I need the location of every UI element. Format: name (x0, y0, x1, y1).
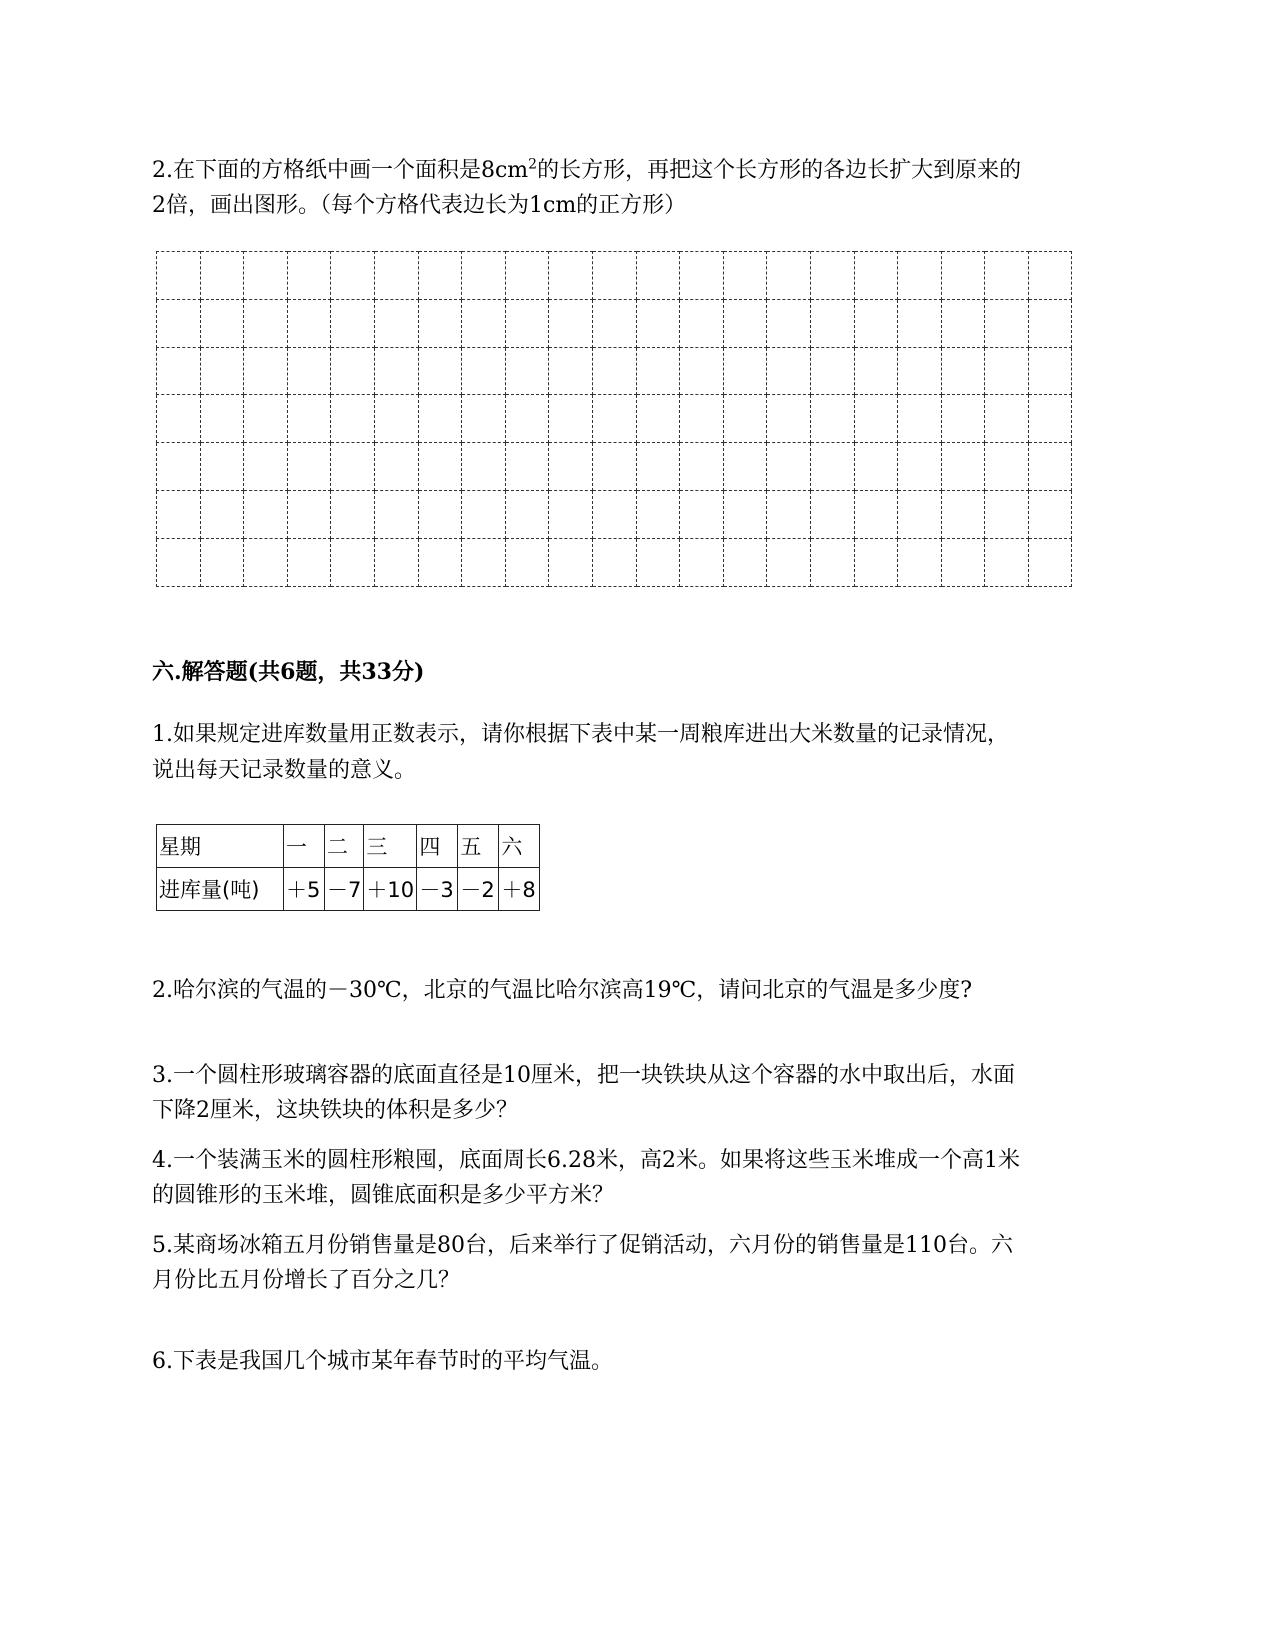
grid-cell (462, 395, 506, 443)
grid-cell (462, 443, 506, 491)
grid-cell (549, 299, 593, 347)
grid-cell (1028, 538, 1072, 586)
grid-cell (200, 395, 244, 443)
grid-cell (898, 252, 942, 300)
grid-paper (156, 251, 1072, 587)
amount-cell: ＋8 (499, 868, 540, 911)
grid-cell (418, 538, 462, 586)
grid-cell (941, 490, 985, 538)
grid-cell (374, 299, 418, 347)
grid-cell (1028, 443, 1072, 491)
q4-line1: 4.一个装满玉米的圆柱形粮囤，底面周长6.28米，高2米。如果将这些玉米堆成一个高1米 (152, 1148, 1020, 1173)
grid-cell (331, 490, 375, 538)
grid-cell (287, 299, 331, 347)
grid-cell (680, 347, 724, 395)
grid-cell (592, 443, 636, 491)
grid-cell (374, 538, 418, 586)
grid-cell (157, 395, 201, 443)
grid-cell (810, 395, 854, 443)
grid-cell (767, 490, 811, 538)
grid-cell (723, 443, 767, 491)
grid-cell (505, 395, 549, 443)
grid-cell (898, 490, 942, 538)
amount-cell: －3 (417, 868, 458, 911)
grid-cell (636, 347, 680, 395)
grid-cell (200, 538, 244, 586)
grid-cell (244, 443, 288, 491)
grid-cell (549, 443, 593, 491)
grid-cell (244, 490, 288, 538)
grid-cell (723, 395, 767, 443)
grid-cell (898, 538, 942, 586)
grid-cell (680, 490, 724, 538)
grid-cell (505, 347, 549, 395)
grid-cell (854, 443, 898, 491)
grid-cell (723, 347, 767, 395)
grid-cell (810, 347, 854, 395)
grid-cell (505, 443, 549, 491)
grid-cell (331, 252, 375, 300)
grid-cell (244, 299, 288, 347)
grid-cell (157, 347, 201, 395)
grid-cell (331, 395, 375, 443)
grid-cell (549, 395, 593, 443)
grid-cell (854, 252, 898, 300)
grid-row (157, 252, 1072, 300)
grid-cell (941, 299, 985, 347)
grid-cell (680, 299, 724, 347)
grid-cell (418, 299, 462, 347)
weekday-header: 星期 (157, 825, 284, 868)
grid-question-line1 (152, 152, 1112, 190)
grid-cell (287, 252, 331, 300)
grid-cell (636, 395, 680, 443)
grid-cell (505, 252, 549, 300)
grid-cell (331, 299, 375, 347)
day-cell: 三 (364, 825, 417, 868)
grid-cell (723, 299, 767, 347)
grid-cell (331, 347, 375, 395)
grid-cell (985, 490, 1029, 538)
grid-cell (157, 490, 201, 538)
q1-line2: 说出每天记录数量的意义。 (152, 758, 417, 783)
grid-cell (287, 490, 331, 538)
grid-cell (1028, 347, 1072, 395)
grid-cell (287, 538, 331, 586)
q3-line2: 下降2厘米，这块铁块的体积是多少？ (152, 1098, 518, 1123)
grid-cell (462, 538, 506, 586)
grid-cell (767, 299, 811, 347)
grid-cell (810, 490, 854, 538)
grid-cell (592, 252, 636, 300)
grid-cell (854, 538, 898, 586)
amount-cell: ＋10 (364, 868, 417, 911)
grid-cell (287, 395, 331, 443)
grid-question-text-b: 的长方形，再把这个长方形的各边长扩大到原来的 (537, 158, 1022, 183)
grid-cell (985, 443, 1029, 491)
grid-cell (157, 538, 201, 586)
grid-cell (985, 252, 1029, 300)
grid-cell (636, 490, 680, 538)
grid-cell (200, 490, 244, 538)
grid-cell (287, 443, 331, 491)
grid-cell (374, 347, 418, 395)
grid-cell (505, 299, 549, 347)
grid-cell (985, 538, 1029, 586)
grid-cell (898, 395, 942, 443)
grid-cell (462, 252, 506, 300)
grid-cell (767, 395, 811, 443)
q5-line1: 5.某商场冰箱五月份销售量是80台，后来举行了促销活动，六月份的销售量是110台。六 (152, 1233, 1013, 1258)
grid-row (157, 443, 1072, 491)
grid-cell (592, 395, 636, 443)
grid-cell (505, 490, 549, 538)
grid-cell (1028, 490, 1072, 538)
grid-cell (200, 252, 244, 300)
grid-cell (680, 538, 724, 586)
grid-cell (941, 395, 985, 443)
grid-cell (854, 490, 898, 538)
grid-cell (636, 443, 680, 491)
grid-cell (898, 443, 942, 491)
day-cell: 四 (417, 825, 458, 868)
grid-cell (767, 443, 811, 491)
grid-cell (592, 538, 636, 586)
grid-cell (767, 252, 811, 300)
day-cell: 一 (284, 825, 325, 868)
grid-cell (636, 252, 680, 300)
grid-cell (723, 538, 767, 586)
grid-row (157, 538, 1072, 586)
grid-cell (680, 443, 724, 491)
grid-cell (898, 347, 942, 395)
grid-cell (767, 538, 811, 586)
grid-cell (244, 538, 288, 586)
grid-cell (854, 395, 898, 443)
grid-cell (1028, 299, 1072, 347)
grid-cell (898, 299, 942, 347)
grid-cell (374, 252, 418, 300)
grid-cell (331, 538, 375, 586)
grid-cell (767, 347, 811, 395)
grid-cell (244, 252, 288, 300)
grid-row (157, 490, 1072, 538)
grid-cell (985, 299, 1029, 347)
q1-line1: 1.如果规定进库数量用正数表示，请你根据下表中某一周粮库进出大米数量的记录情况， (152, 722, 1009, 747)
grid-cell (549, 538, 593, 586)
q2-line1: 2.哈尔滨的气温的－30℃，北京的气温比哈尔滨高19℃，请问北京的气温是多少度? (152, 978, 972, 1003)
grid-cell (636, 299, 680, 347)
grid-cell (418, 395, 462, 443)
grid-cell (592, 490, 636, 538)
grid-row (157, 299, 1072, 347)
amount-cell: －7 (325, 868, 364, 911)
grid-cell (680, 395, 724, 443)
grid-cell (810, 443, 854, 491)
grid-question-text-a: 2.在下面的方格纸中画一个面积是8cm (152, 158, 529, 183)
q3-line1: 3.一个圆柱形玻璃容器的底面直径是10厘米，把一块铁块从这个容器的水中取出后，水面 (152, 1063, 1015, 1088)
grid-cell (462, 347, 506, 395)
grid-question-line2: 2倍，画出图形。（每个方格代表边长为1cm的正方形） (152, 193, 687, 218)
amount-cell: －2 (458, 868, 499, 911)
grid-cell (418, 252, 462, 300)
table-row (157, 825, 540, 868)
grid-cell (374, 395, 418, 443)
grid-cell (462, 299, 506, 347)
grid-cell (810, 252, 854, 300)
grid-cell (331, 443, 375, 491)
grid-cell (941, 252, 985, 300)
grid-cell (723, 252, 767, 300)
amount-cell: ＋5 (284, 868, 325, 911)
q6-line1: 6.下表是我国几个城市某年春节时的平均气温。 (152, 1349, 613, 1374)
grid-cell (592, 347, 636, 395)
grid-cell (418, 443, 462, 491)
grid-row (157, 395, 1072, 443)
grid-cell (854, 299, 898, 347)
section-heading: 六.解答题(共6题，共33分) (152, 659, 425, 685)
grid-cell (374, 443, 418, 491)
grid-cell (810, 538, 854, 586)
grid-cell (244, 347, 288, 395)
grid-cell (985, 347, 1029, 395)
grid-cell (157, 299, 201, 347)
grid-cell (157, 443, 201, 491)
day-cell: 二 (325, 825, 364, 868)
grid-cell (723, 490, 767, 538)
grid-cell (200, 299, 244, 347)
q5-line2: 月份比五月份增长了百分之几？ (152, 1268, 461, 1293)
grid-cell (418, 347, 462, 395)
grid-cell (200, 347, 244, 395)
grid-cell (636, 538, 680, 586)
grid-cell (854, 347, 898, 395)
grid-cell (1028, 395, 1072, 443)
grid-cell (680, 252, 724, 300)
grid-cell (810, 299, 854, 347)
grid-cell (985, 395, 1029, 443)
grid-cell (200, 443, 244, 491)
day-cell: 六 (499, 825, 540, 868)
warehouse-record-table (156, 824, 540, 911)
grid-cell (244, 395, 288, 443)
grid-cell (941, 538, 985, 586)
grid-row (157, 347, 1072, 395)
table-row (157, 868, 540, 911)
grid-cell (941, 347, 985, 395)
grid-cell (418, 490, 462, 538)
grid-cell (1028, 252, 1072, 300)
day-cell: 五 (458, 825, 499, 868)
grid-cell (157, 252, 201, 300)
grid-cell (549, 347, 593, 395)
grid-cell (549, 252, 593, 300)
grid-cell (505, 538, 549, 586)
grid-cell (549, 490, 593, 538)
superscript-two: 2 (528, 156, 538, 173)
grid-cell (462, 490, 506, 538)
grid-cell (374, 490, 418, 538)
grid-cell (287, 347, 331, 395)
amount-header: 进库量(吨) (157, 868, 284, 911)
grid-cell (592, 299, 636, 347)
q4-line2: 的圆锥形的玉米堆，圆锥底面积是多少平方米？ (152, 1183, 615, 1208)
grid-cell (941, 443, 985, 491)
